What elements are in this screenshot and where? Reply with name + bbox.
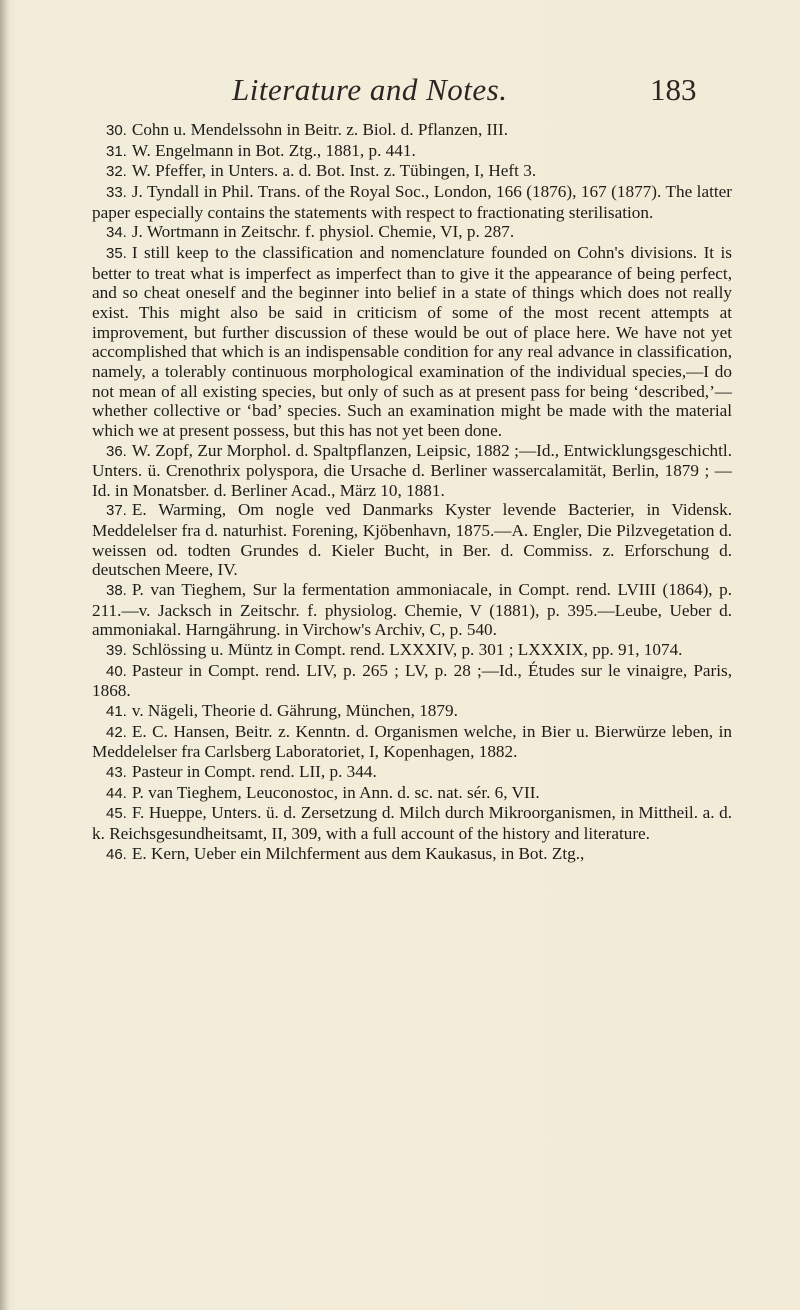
note-text: E. Kern, Ueber ein Milchferment aus dem Kaukasus, in Bot. Ztg., <box>131 843 585 863</box>
note-44 <box>92 783 732 804</box>
note-38 <box>92 580 732 640</box>
note-text: Schlössing u. Müntz in Compt. rend. LXXXIV, p. 301 ; LXXXIX, pp. 91, 1074. <box>131 640 683 660</box>
note-46 <box>92 844 732 865</box>
note-31 <box>92 141 732 162</box>
note-42 <box>92 722 732 762</box>
note-text: E. Warming, Om nogle ved Danmarks Kyster levende Bacterier, in Vidensk. Meddelelser fra d. naturhist. Forening, Kjöbenhavn, 1875.—A. Engler, Die Pilzvegetation d. weissen od. todten Grundes d. Kieler Bucht, in Ber. d. Commiss. z. Erforschung d. deutschen Meere, IV. <box>92 500 732 580</box>
note-36 <box>92 441 732 501</box>
note-30 <box>92 120 732 141</box>
binding-shadow <box>0 0 10 1310</box>
page-title: Literature and Notes. <box>232 72 508 107</box>
note-41 <box>92 701 732 722</box>
note-number: 40. <box>106 662 127 680</box>
note-number: 36. <box>106 442 127 460</box>
note-number: 41. <box>106 703 127 721</box>
note-number: 32. <box>106 163 127 181</box>
note-number: 30. <box>106 122 127 139</box>
note-40 <box>92 661 732 701</box>
note-43 <box>92 762 732 783</box>
note-text: E. C. Hansen, Beitr. z. Kenntn. d. Organismen welche, in Bier u. Bierwürze leben, in Meddelelser fra Carlsberg Laboratoriet, I, Kopenhagen, 1882. <box>92 721 732 762</box>
note-text: W. Engelmann in Bot. Ztg., 1881, p. 441. <box>131 140 416 160</box>
note-text: J. Tyndall in Phil. Trans. of the Royal Soc., London, 166 (1876), 167 (1877). The latter paper especially contains the statements with respect to fractionating sterilisation. <box>92 181 732 222</box>
note-text: W. Pfeffer, in Unters. a. d. Bot. Inst. z. Tübingen, I, Heft 3. <box>131 161 537 181</box>
note-35 <box>92 243 732 441</box>
note-number: 43. <box>106 764 127 781</box>
note-number: 42. <box>106 723 127 741</box>
note-32 <box>92 161 732 182</box>
note-text: I still keep to the classification and nomenclature founded on Cohn's divisions. It is better to treat what is imperfect as imperfect than to give it the appearance of being perfect, and so cheat oneself and the beginner into belief in a state of things which does not really exist. This might also be said in criticism of some of the most recent attempts at improvement, but further discussion of these would be out of place here. We have not yet accomplished that which is an indispensable condition for any real advance in classification, namely, a tolerably continuous morphological examination of the individual species,—I do not mean of all existing species, but only of such as at present pass for being ‘described,’—whether collective or ‘bad’ species. Such an examination might be made with the material which we at present possess, but this has not yet been done. <box>92 242 732 440</box>
note-text: W. Zopf, Zur Morphol. d. Spaltpflanzen, Leipsic, 1882 ;—Id., Entwicklungsgeschichtl. Unters. ü. Crenothrix polyspora, die Ursache d. Berliner wassercalamität, Berlin, 1879 ; — Id. in Monatsber. d. Berliner Acad., März 10, 1881. <box>92 440 732 500</box>
note-45 <box>92 803 732 843</box>
note-number: 35. <box>106 244 127 262</box>
note-text: F. Hueppe, Unters. ü. d. Zersetzung d. Milch durch Mikroorganismen, in Mittheil. a. d. k. Reichsgesundheitsamt, II, 309, with a full account of the history and literature. <box>92 803 732 843</box>
note-number: 45. <box>106 805 127 823</box>
note-39 <box>92 640 732 661</box>
note-text: v. Nägeli, Theorie d. Gährung, München, 1879. <box>131 701 458 721</box>
note-number: 39. <box>106 642 127 660</box>
note-33 <box>92 182 732 222</box>
note-number: 46. <box>106 845 127 863</box>
note-text: Pasteur in Compt. rend. LII, p. 344. <box>131 762 377 781</box>
note-text: J. Wortmann in Zeitschr. f. physiol. Chemie, VI, p. 287. <box>131 222 515 242</box>
note-37 <box>92 500 732 580</box>
note-number: 31. <box>106 142 127 160</box>
note-number: 33. <box>106 183 127 201</box>
note-number: 44. <box>106 784 127 802</box>
note-text: P. van Tieghem, Sur la fermentation ammoniacale, in Compt. rend. LVIII (1864), p. 211.—v. Jacksch in Zeitschr. f. physiolog. Chemie, V (1881), p. 395.—Leube, Ueber d. ammoniakal. Harngährung. in Virchow's Archiv, C, p. 540. <box>92 580 732 640</box>
note-text: Cohn u. Mendelssohn in Beitr. z. Biol. d. Pflanzen, III. <box>131 120 509 139</box>
note-number: 38. <box>106 582 127 600</box>
page-number: 183 <box>650 72 697 107</box>
note-text: Pasteur in Compt. rend. LIV, p. 265 ; LV, p. 28 ;—Id., Études sur le vinaigre, Paris, 1868. <box>92 660 732 701</box>
notes-list <box>92 120 732 864</box>
running-head <box>0 72 800 112</box>
note-34 <box>92 222 732 243</box>
note-number: 34. <box>106 224 127 242</box>
note-text: P. van Tieghem, Leuconostoc, in Ann. d. sc. nat. sér. 6, VII. <box>131 782 540 802</box>
note-number: 37. <box>106 502 127 520</box>
